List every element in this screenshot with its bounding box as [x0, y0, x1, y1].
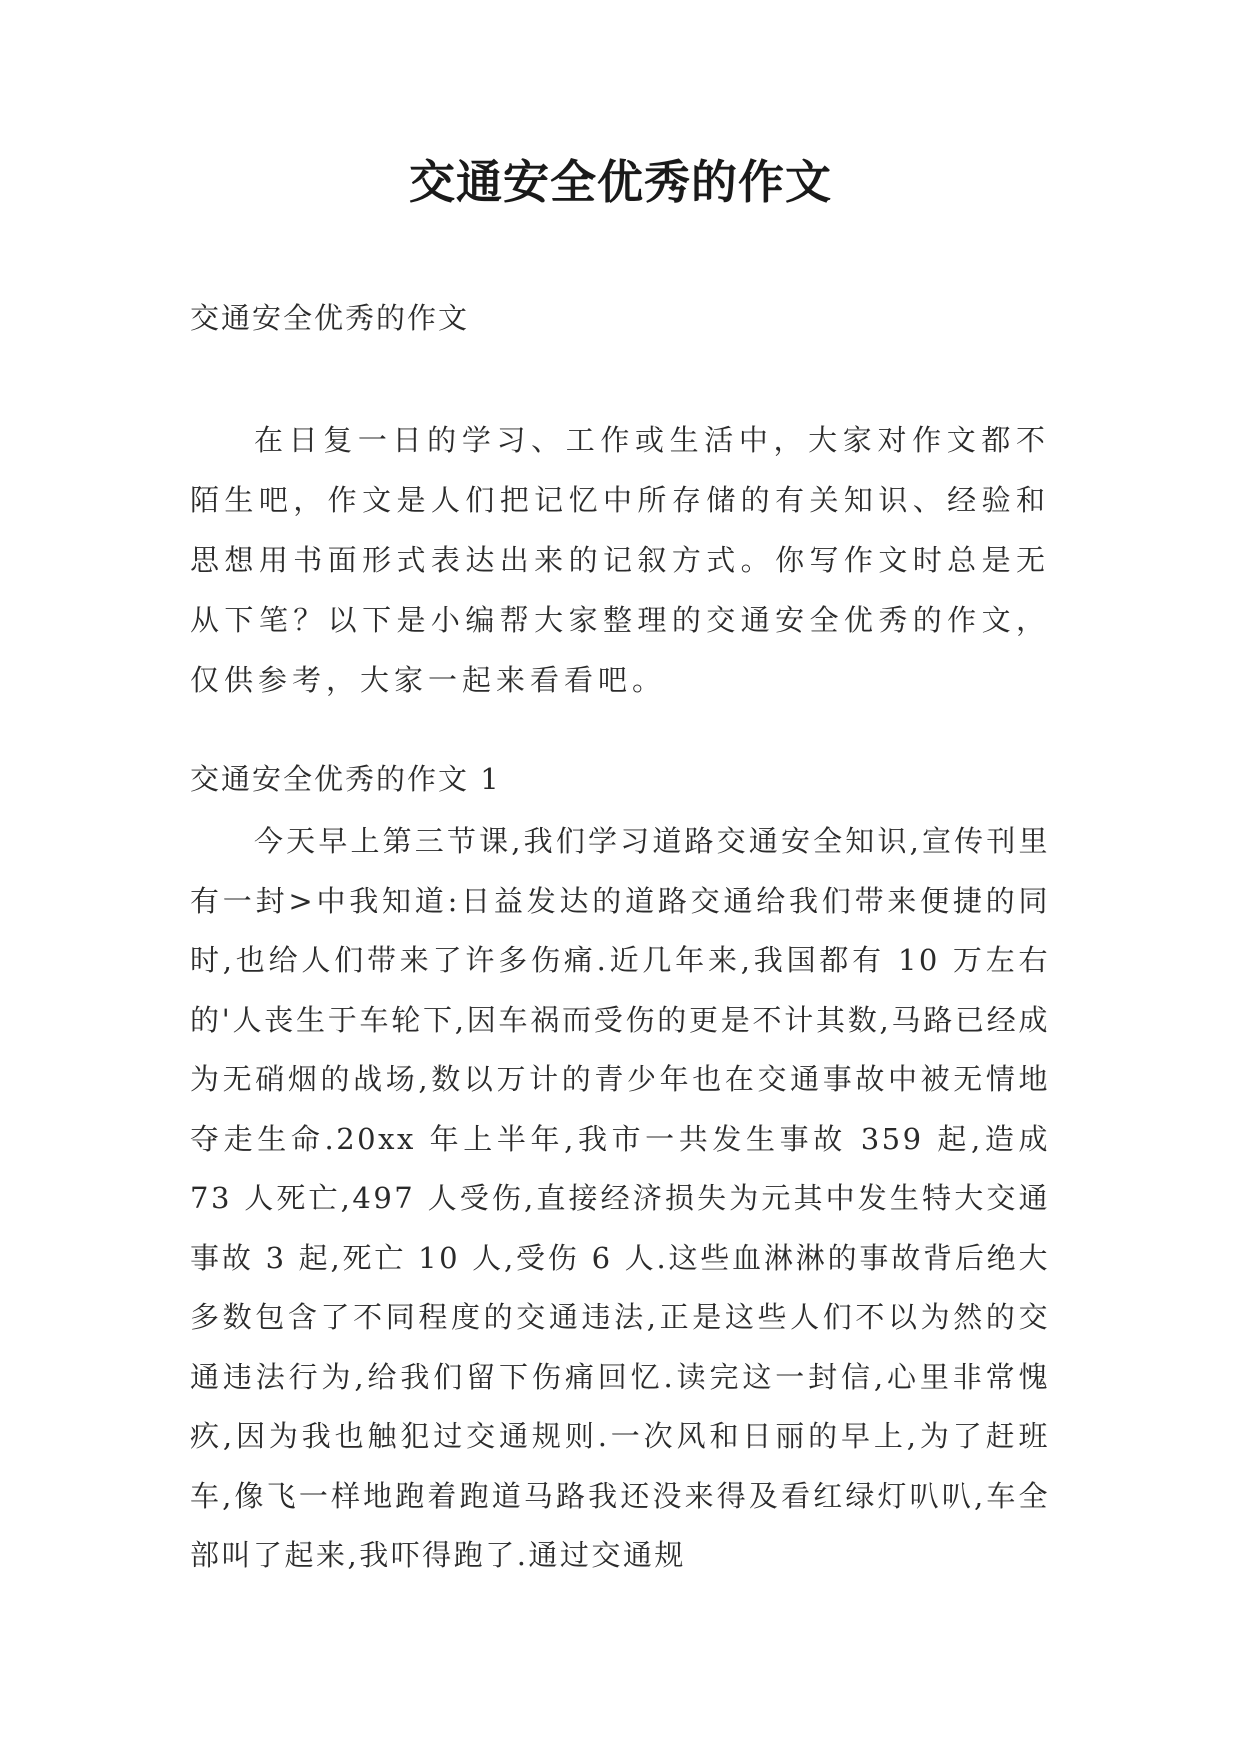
body-paragraph: 今天早上第三节课,我们学习道路交通安全知识,宣传刊里有一封>中我知道:日益发达的道路交通给我们带来便捷的同时,也给人们带来了许多伤痛.近几年来,我国都有 10 万左右的'人丧生于车轮下,因车祸而受伤的更是不计其数,马路已经成为无硝烟的战场,数以万计的青少年也在交通事故中被无情地夺走生命.20xx 年上半年,我市一共发生事故 359 起,造成 73 人死亡,497 人受伤,直接经济损失为元其中发生特大交通事故 3 起,死亡 10 人,受伤 6 人.这些血淋淋的事故背后绝大多数包含了不同程度的交通违法,正是这些人们不以为然的交通违法行为,给我们留下伤痛回忆.读完这一封信,心里非常愧疚,因为我也触犯过交通规则.一次风和日丽的早上,为了赶班车,像飞一样地跑着跑道马路我还没来得及看红绿灯叭叭,车全部叫了起来,我吓得跑了.通过交通规: [190, 824, 1050, 1572]
section-heading: 交通安全优秀的作文 1: [190, 762, 501, 796]
document-subtitle: 交通安全优秀的作文: [190, 301, 470, 335]
page-title: 交通安全优秀的作文: [409, 155, 832, 209]
intro-paragraph: 在日复一日的学习、工作或生活中，大家对作文都不陌生吧，作文是人们把记忆中所存储的有关知识、经验和思想用书面形式表达出来的记叙方式。你写作文时总是无从下笔？以下是小编帮大家整理的交通安全优秀的作文，仅供参考，大家一起来看看吧。: [190, 423, 1050, 697]
